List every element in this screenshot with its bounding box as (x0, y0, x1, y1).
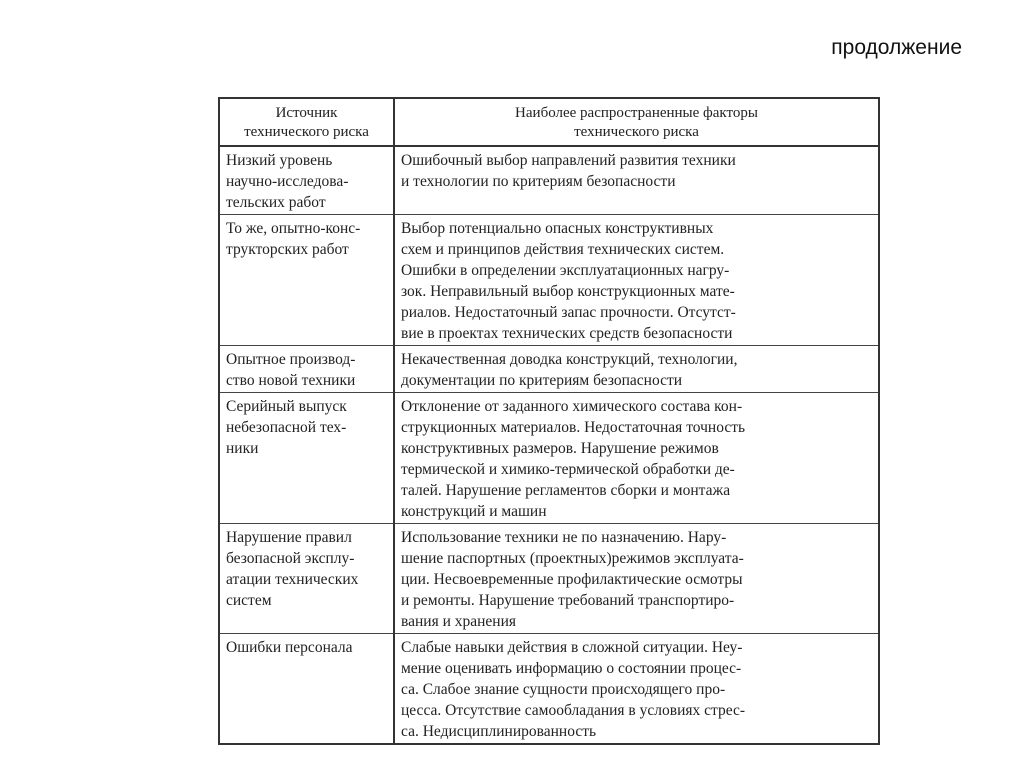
table-row (219, 146, 879, 215)
risk-factors-cell: Использование техники не по назначению. Нару- шение паспортных (проектных)режимов эксплуата- ции. Несвоевременные профилактические осмотры и ремонты. Нарушение требований транспортиро- вания и хранения (394, 524, 879, 634)
risk-factors-cell: Ошибочный выбор направлений развития техники и технологии по критериям безопасности (394, 146, 879, 215)
risk-factors-cell: Некачественная доводка конструкций, технологии, документации по критериям безопасности (394, 346, 879, 393)
technical-risk-table (218, 97, 880, 745)
risk-factors-cell: Слабые навыки действия в сложной ситуации. Неу- мение оценивать информацию о состоянии процес- са. Слабое знание сущности происходящего про- цесса. Отсутствие самообладания в условиях стрес- са. Недисциплинированность (394, 634, 879, 745)
header-risk-source: Источник технического риска (219, 98, 394, 146)
risk-source-cell: Серийный выпуск небезопасной тех- ники (219, 393, 394, 524)
header-risk-factors: Наиболее распространенные факторы технического риска (394, 98, 879, 146)
table-row (219, 524, 879, 634)
risk-factors-cell: Выбор потенциально опасных конструктивных схем и принципов действия технических систем. Ошибки в определении эксплуатационных нагру- зок. Неправильный выбор конструкционных мате- риалов. Недостаточный запас прочности. Отсутст- вие в проектах технических средств безопасности (394, 215, 879, 346)
table-header-row (219, 98, 879, 146)
table-row (219, 634, 879, 745)
risk-source-cell: Опытное производ- ство новой техники (219, 346, 394, 393)
table-row (219, 215, 879, 346)
risk-factors-cell: Отклонение от заданного химического состава кон- струкционных материалов. Недостаточная точность конструктивных размеров. Нарушение режимов термической и химико-термической обработки де- талей. Нарушение регламентов сборки и монтажа конструкций и машин (394, 393, 879, 524)
risk-source-cell: Низкий уровень научно-исследова- тельских работ (219, 146, 394, 215)
continuation-label: продолжение (831, 36, 962, 59)
risk-source-cell: Нарушение правил безопасной эксплу- атации технических систем (219, 524, 394, 634)
table-row (219, 346, 879, 393)
risk-source-cell: То же, опытно-конс- трукторских работ (219, 215, 394, 346)
risk-source-cell: Ошибки персонала (219, 634, 394, 745)
table-row (219, 393, 879, 524)
